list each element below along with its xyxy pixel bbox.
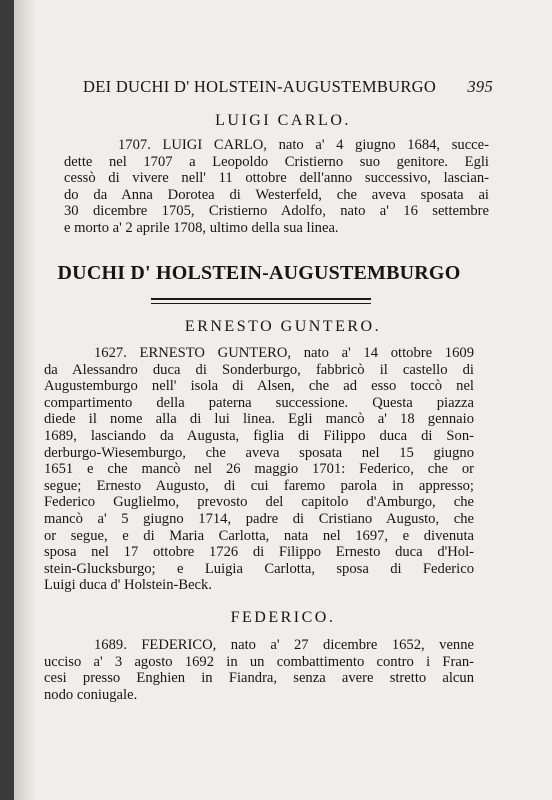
text-line: ucciso a' 3 agosto 1692 in un combattimento contro i Fran- [44,653,474,670]
text-line: 30 dicembre 1705, Cristierno Adolfo, nato a' 16 settembre [64,203,489,220]
page-number: 395 [467,77,493,96]
text-line: 1627. ERNESTO GUNTERO, nato a' 14 ottobre 1609 [94,345,474,361]
text-line: 1707. LUIGI CARLO, nato a' 4 giugno 1684, succe- [118,137,489,153]
text-line: Federico Guglielmo, prevosto del capitolo d'Amburgo, che [44,494,474,511]
section-heading-federico: FEDERICO. [230,609,336,626]
text-line: or segue, e di Maria Carlotta, nata nel 1697, e divenuta [44,527,474,544]
text-line: segue; Ernesto Augusto, di cui faremo parola in appresso; [44,477,474,494]
text-line: cesi presso Enghien in Fiandra, senza avere stretto alcun [44,670,474,687]
text-line: da Alessandro duca di Sonderburgo, fabbricò il castello di [44,361,474,378]
text-line: diede il nome alla di lui linea. Egli mancò a' 18 gennaio [44,411,474,428]
paragraph-luigi-carlo [64,137,489,237]
text-line: mancò a' 5 giugno 1714, padre di Cristiano Augusto, che [44,510,474,527]
paragraph-ernesto-guntero [44,345,474,594]
text-line: stein-Glucksburgo; e Luigia Carlotta, sposa di Federico [44,560,474,577]
text-line: Augustemburgo nell' isola di Alsen, che ad esso toccò nel [44,378,474,395]
text-line: sposa nel 17 ottobre 1726 di Filippo Ernesto duca d'Hol- [44,544,474,561]
main-heading: DUCHI D' HOLSTEIN-AUGUSTEMBURGO [57,262,461,284]
text-line: e morto a' 2 aprile 1708, ultimo della sua linea. [64,219,339,236]
text-line: do da Anna Dorotea di Westerfeld, che aveva sposata ai [64,186,489,203]
section-heading-luigi-carlo: LUIGI CARLO. [215,112,351,129]
book-page [14,0,552,800]
text-line: 1651 e che mancò nel 26 maggio 1701: Federico, che or [44,461,474,478]
paragraph-federico [44,637,474,703]
text-line: compartimento della paterna successione. Questa piazza [44,394,474,411]
text-line: Luigi duca d' Holstein-Beck. [44,577,212,594]
section-heading-ernesto-guntero: ERNESTO GUNTERO. [184,318,382,335]
text-line: dette nel 1707 a Leopoldo Cristierno suo genitore. Egli [64,153,489,170]
double-rule-top [151,298,371,300]
text-line: 1689. FEDERICO, nato a' 27 dicembre 1652, venne [94,637,474,653]
double-rule-bottom [151,303,371,304]
text-line: 1689, lasciando da Augusta, figlia di Filippo duca di Son- [44,427,474,444]
text-line: derburgo-Wiesemburgo, che aveva sposata nel 15 giugno [44,444,474,461]
running-head-title: DEI DUCHI D' HOLSTEIN-AUGUSTEMBURGO [83,77,437,96]
text-line: cessò di vivere nell' 11 ottobre dell'anno successivo, lascian- [64,170,489,187]
text-line: nodo coniugale. [44,686,138,703]
